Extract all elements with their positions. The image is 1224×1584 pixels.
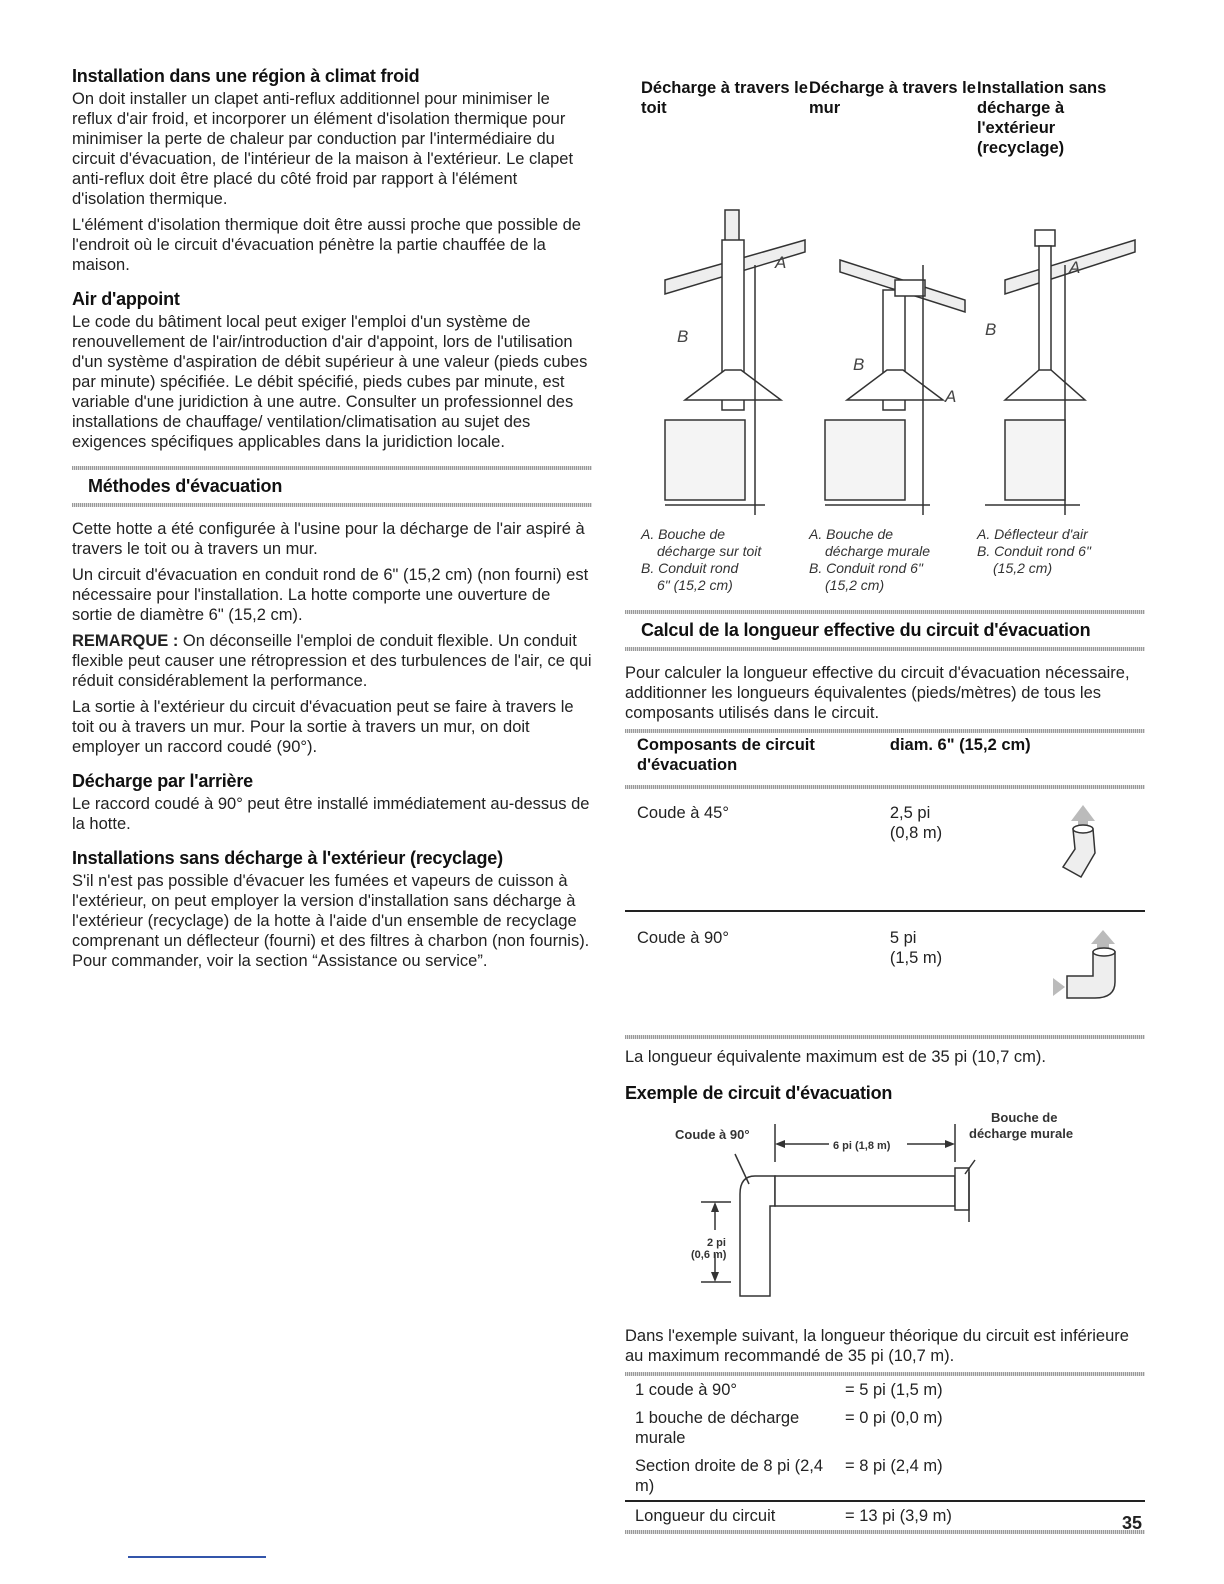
rear-discharge-para: Le raccord coudé à 90° peut être installé immédiatement au-dessus de la hotte. [72, 795, 590, 833]
recirculation-para: S'il n'est pas possible d'évacuer les fumées et vapeurs de cuisson à l'extérieur, on peut employer la version d'installation sans décharge à l'extérieur (recyclage) de la hotte à l'aide d'un ensemble de recyclage comprenant un déflecteur (fourni) et des filtres à charbon (non fournis). Pour commander, voir la section “Assistance ou service”. [72, 872, 590, 970]
table-row [625, 1452, 1145, 1501]
left-column [72, 66, 592, 985]
example-item: Section droite de 8 pi (2,4 m) [635, 1457, 824, 1495]
heading-recirculation: Installations sans décharge à l'extérieur (recyclage) [72, 848, 503, 868]
caption-line: 6" (15,2 cm) [657, 577, 733, 593]
caption-line: A. Bouche de [809, 526, 894, 542]
header-recirc: Installation sans décharge à l'extérieur (recyclage) [977, 79, 1107, 157]
hood [685, 370, 781, 400]
installation-diagrams [625, 170, 1145, 515]
label-a-wall: A [945, 387, 957, 406]
arrowhead [711, 1202, 719, 1212]
label-b-wall: B [853, 355, 865, 374]
header-roof: Décharge à travers le toit [641, 79, 808, 117]
col-header-diameter: diam. 6" (15,2 cm) [889, 736, 1031, 754]
length-ft: 5 pi [889, 929, 917, 947]
cabinet [1005, 420, 1065, 500]
example-diagram [625, 1106, 1145, 1321]
length-ft: 2,5 pi [889, 804, 931, 822]
elbow-45-illustration [1031, 789, 1145, 911]
section-cold-climate [72, 66, 592, 275]
divider [625, 1035, 1145, 1039]
arrowhead [775, 1140, 785, 1148]
note-text: On déconseille l'emploi de conduit flexible. Un conduit flexible peut causer une rétropression et des turbulences de l'air, ce qui réduit considérablement la performance. [72, 632, 592, 690]
hood [1005, 370, 1085, 400]
max-length-note: La longueur équivalente maximum est de 35 pi (10,7 cm). [625, 1048, 1046, 1066]
section-recirculation [72, 848, 592, 971]
horizontal-duct [775, 1176, 955, 1206]
label-a-recirc: A [1069, 258, 1081, 277]
example-item: 1 coude à 90° [635, 1381, 738, 1399]
label-vertical-1: 2 pi [707, 1237, 726, 1249]
caption-line: B. Conduit rond [641, 560, 739, 576]
col-header-components: Composants de circuit d'évacuation [637, 736, 815, 774]
component-name: Coude à 90° [637, 929, 729, 947]
methods-note [72, 631, 592, 691]
cold-climate-para-1: On doit installer un clapet anti-reflux additionnel pour minimiser le reflux d'air froid, et incorporer un élément d'isolation thermique pour minimiser la perte de chaleur par conduction par l'intermédiaire du circuit d'évacuation, de l'intérieur de la maison à l'extérieur. Le clapet anti-reflux doit être placé du côté froid par rapport à l'élément d'isolation thermique. [72, 90, 574, 208]
components-table [625, 729, 1145, 1039]
component-name: Coude à 45° [637, 804, 729, 822]
section-makeup-air [72, 289, 592, 452]
example-item: 1 bouche de décharge murale [635, 1409, 800, 1447]
heading-rear-discharge: Décharge par l'arrière [72, 771, 253, 791]
label-wall-cap-1: Bouche de [991, 1110, 1058, 1125]
example-para: Dans l'exemple suivant, la longueur théorique du circuit est inférieure au maximum recommandé de 35 pi (10,7 m). [625, 1327, 1129, 1365]
elbow [740, 1176, 775, 1296]
heading-effective-length: Calcul de la longueur effective du circuit d'évacuation [641, 620, 1091, 640]
elbow-90-icon [1043, 928, 1133, 1008]
table-row [625, 1404, 1145, 1452]
arrowhead [945, 1140, 955, 1148]
hood [847, 370, 943, 400]
caption-line: B. Conduit rond 6" [809, 560, 923, 576]
total-item: Longueur du circuit [635, 1507, 776, 1525]
table-row [625, 789, 1145, 911]
page-number: 35 [1121, 1513, 1142, 1533]
arrowhead [711, 1272, 719, 1282]
caption-line: décharge sur toit [657, 543, 762, 559]
label-elbow: Coude à 90° [675, 1127, 750, 1142]
section-rear-discharge [72, 771, 592, 834]
methods-para-3: La sortie à l'extérieur du circuit d'évacuation peut se faire à travers le toit ou à travers un mur. Pour la sortie à travers un mur, on doit employer un raccord coudé (90°). [72, 698, 574, 756]
caption-recirc [977, 526, 1145, 594]
footer-line [128, 1556, 266, 1558]
header-wall: Décharge à travers le mur [809, 79, 976, 117]
length-m: (1,5 m) [889, 949, 943, 967]
divider [625, 647, 1145, 651]
wall-cap [895, 280, 925, 296]
total-value: = 13 pi (3,9 m) [845, 1507, 952, 1525]
heading-example: Exemple de circuit d'évacuation [625, 1083, 893, 1103]
calc-para: Pour calculer la longueur effective du circuit d'évacuation nécessaire, additionner les longueurs équivalentes (pieds/mètres) de tous les composants utilisés dans le circuit. [625, 664, 1130, 722]
caption-line: B. Conduit rond 6" [977, 543, 1091, 559]
makeup-air-para: Le code du bâtiment local peut exiger l'emploi d'un système de renouvellement de l'air/introduction d'air d'appoint, lors de l'utilisation d'un système d'aspiration de débit supérieur à une valeur (pieds cubes par minute) spécifiée. Le débit spécifié, pieds cubes par minute, est variable d'une juridiction à une autre. Consulter un professionnel des installations de chauffage/ ventilation/climatisation au sujet des exigences spécifiques applicables dans la juridiction locale. [72, 313, 588, 451]
label-wall-cap-2: décharge murale [969, 1126, 1074, 1141]
heading-makeup-air: Air d'appoint [72, 289, 180, 309]
heading-cold-climate: Installation dans une région à climat froid [72, 66, 420, 86]
cold-climate-para-2: L'élément d'isolation thermique doit être aussi proche que possible de l'endroit où le circuit d'évacuation pénètre la partie chauffée de la maison. [72, 216, 581, 274]
elbow-90-illustration [1031, 914, 1145, 1035]
component-length [878, 789, 1031, 911]
leader [965, 1160, 975, 1174]
note-label: REMARQUE : [72, 632, 179, 650]
elbow-45-icon [1043, 803, 1123, 883]
table-row [625, 1376, 1145, 1404]
example-value: = 0 pi (0,0 m) [845, 1409, 943, 1427]
duct [1039, 246, 1051, 376]
section-band-calc [625, 610, 1145, 651]
label-a-roof: A [775, 253, 787, 272]
label-vertical-2: (0,6 m) [691, 1249, 727, 1261]
methods-para-2: Un circuit d'évacuation en conduit rond de 6" (15,2 cm) (non fourni) est nécessaire pour l'installation. La hotte comporte une ouverture de sortie de diamètre 6" (15,2 cm). [72, 566, 589, 624]
label-horizontal-length: 6 pi (1,8 m) [833, 1140, 891, 1152]
example-table [625, 1372, 1145, 1534]
caption-line: A. Déflecteur d'air [977, 526, 1088, 542]
right-column [625, 78, 1145, 1534]
divider [625, 1530, 1145, 1534]
caption-wall [809, 526, 977, 594]
methods-para-1: Cette hotte a été configurée à l'usine pour la décharge de l'air aspiré à travers le toit ou à travers un mur. [72, 520, 585, 558]
divider [72, 503, 592, 507]
table-header-row [625, 733, 1145, 785]
length-m: (0,8 m) [889, 824, 943, 842]
example-value: = 5 pi (1,5 m) [845, 1381, 943, 1399]
caption-line: A. Bouche de [641, 526, 726, 542]
caption-line: (15,2 cm) [825, 577, 885, 593]
heading-venting-methods: Méthodes d'évacuation [88, 476, 283, 496]
section-venting-methods [72, 519, 592, 757]
component-length [878, 914, 1031, 1035]
caption-line: (15,2 cm) [993, 560, 1053, 576]
section-band-methods [72, 466, 592, 507]
leader [735, 1154, 749, 1184]
caption-roof [625, 526, 809, 594]
wall-cap [955, 1168, 969, 1210]
cabinet [665, 420, 745, 500]
install-type-headers [625, 78, 1145, 158]
label-b-roof: B [677, 327, 689, 346]
example-value: = 8 pi (2,4 m) [845, 1457, 943, 1475]
cabinet [825, 420, 905, 500]
caption-line: décharge murale [825, 543, 931, 559]
table-row [625, 914, 1145, 1035]
deflector [1035, 230, 1055, 246]
label-b-recirc: B [985, 320, 997, 339]
diagram-captions [625, 526, 1145, 594]
table-total-row [625, 1502, 1145, 1530]
